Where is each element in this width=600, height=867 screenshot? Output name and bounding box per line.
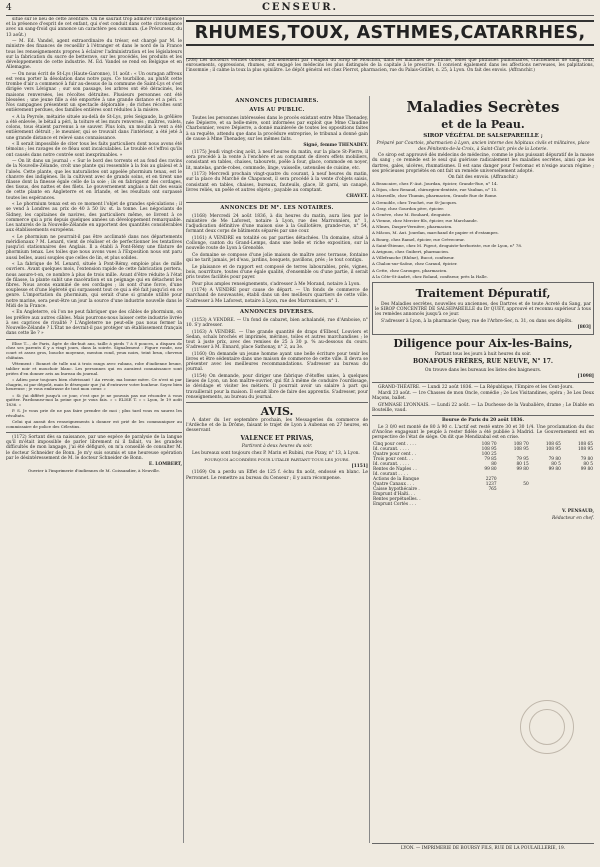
traitement-address: S'adresser à Lyon, à la pharmacie Quey, rue de l'Arbre-Sec, n. 31, ou dans ses dépôts. bbox=[381, 318, 573, 324]
bourse-label: Quatre pour cent . . bbox=[373, 451, 416, 457]
depot-item: A Grenoble, chez Truchet, rue St-Jacques. bbox=[372, 199, 458, 205]
bourse-label: Rentes de Naples . . bbox=[373, 466, 417, 472]
depot-item: A Bourg, chez Ramel, épicier, rue Crèvecœur. bbox=[372, 236, 465, 242]
bourse-label: Rentes perpétuelles. . bbox=[373, 496, 421, 502]
bourse-row bbox=[372, 502, 594, 507]
bourse-label: Quatre Canaux . . . bbox=[373, 481, 415, 487]
notaires-plaisance: Le plaisance et de rapport est composé de terres labourables, prés, vignes, bois, nourriture, toutes d'une égale qualité, d'ensemble ou d'une partie, il serait pris toutes facilités pour payer. bbox=[186, 264, 368, 281]
news-paragraph: situé sur le lieu de cette aventure. On ne saurait trop admirer l'intelligence et la présence d'esprit de cet enfant, qui s'est conduit dans cette circonstance avec un sang-froid qui annonce un caractère peu commun. (Le Précurseur, du 13 août.) bbox=[6, 17, 182, 38]
news-paragraph: — M. Ed. Vandel, agent extraordinaire du trésor, est chargé par M. le ministre des finances de recueillir à l'étranger et dans le nord de la France tous les renseignements propres à éclairer l'administration et les législateurs sur la fabrication du sucre de betterave, sur les procédés, les produits et les développements de cette industrie. M. Ed. Vandel se rend en Belgique et en Allemagne. bbox=[6, 39, 182, 71]
rhumes-banner bbox=[186, 18, 594, 59]
notice-signature-line: Ouvrier à l'imprimerie d'indiennes de M. Coissandier, à Neuville. bbox=[28, 468, 160, 473]
diverses-1154: (1154) On demande, pour diriger une fabrique d'étoffes unies, à quelques lieues de Lyon, un bon maître-ouvrier, qui fût à même de conduire l'ourdissage, le dévidage et visiter les métiers. Il pourrait avoir un salaire à part qui travaillerait pour la maison. Il serait libre de faire des apprentis. S'adresser, pour renseignements, au bureau du journal. bbox=[186, 374, 368, 400]
diverses-1153: (1153) A VENDRE. — Un fond de cabaret, bien achalandé, rue d'Amboise, n° 10. S'y adresser. bbox=[186, 317, 368, 329]
depot-item: A Villefranche (Rhône), Bucot, confiseur. bbox=[372, 255, 455, 261]
signature-chavet: CHAVET. bbox=[346, 194, 368, 200]
letter-paragraph: « Si j'ai différé jusqu'à ce jour, c'est que je ne pouvais pas me résoudre à vous quitter. Pardonnez-moi la peine que je vous fais. » « ELISE T. » « Lyon, le 19 août 1836. » bbox=[6, 392, 182, 408]
letter-paragraph: Celui qui aurait des renseignements à donner est prié de les communiquer au commissaire de police des Célestins. bbox=[6, 419, 182, 430]
vente-1175: (1175) Jeudi vingt-cinq août, à neuf heures du matin, sur la place St-Pierre, il sera procédé à la vente à l'enchère et au comptant de divers effets mobiliers, consistant en tables, chaises, tabourets, poêle à four, glace, commode en noyer, lit, matelas, garde-robes, commode, linge, vaisselle, ustensiles de cuisine, etc. bbox=[186, 150, 368, 171]
bourse-value: 80 5 bbox=[583, 461, 593, 467]
depot-item: A Mâcon, M. Aut. Jourdan, marchand de papier et d'estampes. bbox=[372, 230, 499, 236]
notaires-1174: (1174) A VENDRE pour cause de départ. — Un fonds de commerce de marchand de nouveautés, établi dans un des meilleurs quartiers de cette ville. S'adresser à Me Laforest, notaire à Lyon, rue des Marronniers, n° 1. bbox=[186, 288, 368, 304]
letter-block bbox=[6, 342, 182, 431]
news-paragraph: « A la Peyrole, métairie située au-delà de St-Lys, près Seigaude, la grêlière a été enlevée, le bétail a péri, la toiture et les murs renversés ; maîtres, valets, colons, tous étaient parvenus à se sauver. Plus loin, un moulin à vent a été entièrement détruit ; le meunier, qui se trouvait dans l'intérieur, a été jeté à une grande distance et relevé sans connaissance. bbox=[6, 114, 182, 141]
bourse-label: Trois pour cent. . . bbox=[373, 456, 414, 462]
diligence-title: Diligence pour Aix-les-Bains, bbox=[393, 336, 573, 350]
avis-title: AVIS. bbox=[260, 405, 294, 419]
lost-effect: (1169) On a perdu un Effet de 125 f. échu fin août, endossé en blanc. Le Perronnet. Le remettre au bureau du Censeur ; il y aura récompense. bbox=[186, 470, 368, 481]
avis-bureaux: Les bureaux sont toujours chez P. Marin et Rubini, rue Pizay, n° 13, à Lyon. bbox=[192, 451, 360, 457]
avis-text: A dater du 1er septembre prochain, les Messageries du commerce de l'Ardèche et de la Drôme, faisant le trajet de Lyon à Aubenas en 27 heures, en desservant bbox=[186, 418, 368, 434]
maladies-title: Maladies Secrètes bbox=[406, 98, 560, 116]
spectacle-item: GYMNASE LYONNAIS. — Lundi 22 août. — La Duchesse de la Vaubalière, drame ; Le Diable en Bouteille, vaud. bbox=[372, 402, 594, 414]
column-1 bbox=[6, 17, 182, 842]
library-stamp bbox=[520, 700, 574, 754]
spectacles bbox=[372, 385, 594, 414]
news-paragraph: — On lit dans un journal : « Sur le bord des torrents et au fond des ravins de la Nouvelle-Zélande, croît une plante qui ressemble à la fois au glaïeul et à l'aloès. Cette plante, que les naturalistes ont appelée phormium tenax, est le chanvre des indigènes. Ils la cultivent avec de grands soins, et en tirent une filasse dont la finesse égale celle de la soie ; ils en fabriquent des cordages, des tissus, des nattes et des filets. Le gouvernement anglais a fait des essais de cette plante en Angleterre et en Irlande, et les résultats ont surpassé toutes les espérances. bbox=[6, 159, 182, 201]
sirop-name: SIROP VÉGÉTAL DE SALSEPAREILLE ; bbox=[423, 133, 543, 139]
sirop-preparer: Préparé par Courtois, pharmacien à Lyon, ancien interne des hôpitaux civils et militaires, place des Pénitents-de-la-Croix, à Saint-Clair, près de la Loterie. bbox=[376, 141, 590, 152]
top-rule bbox=[6, 15, 594, 16]
bourse-value bbox=[466, 502, 498, 507]
traitement-text: Des Maladies secrètes, nouvelles ou anciennes, des Dartres et de toute Acreté du Sang, par le SIROP CONCENTRÉ DE SALSEPAREILLE du Dr QUEY, approuvé et reconnu supérieur à tous les remèdes annoncés jusqu'à ce jour. bbox=[375, 301, 591, 317]
depot-item: A Dijon, chez Renaud, chirurgien-dentiste, rue Vauban, n° 15. bbox=[372, 187, 498, 193]
page-number: 4 bbox=[6, 3, 12, 13]
letter-paragraph: « Adieu pour toujours bien chérissant ! Au revoir, ma bonne mère. Ce n'est ni par chagrin, ni par dégoût, mais le désespoir que j'ai d'entraver votre bonheur. Soyez bien heureuse ; je vous embrasse de tout mon cœur. » bbox=[6, 376, 182, 392]
depot-item: A Avignon, chez Guibert, pharmacien. bbox=[372, 249, 450, 255]
notaires-1168: (1168) Mercredi 24 août 1836, à dix heures du matin, aura lieu par le ministère de Me Laforest, notaire à Lyon, rue des Marronniers, n° 1, l'adjudication définitive d'une maison sise à la Guillotière, grande-rue, n° 54, formant deux corps de bâtiments séparés par une cour. bbox=[186, 213, 368, 235]
news-paragraph: — On nous écrit de St-Lys (Haute-Garonne), 11 août : « Un ouragan affreux est venu porter la désolation dans notre pays. Ce tourbillon, au plutôt cette trombe d'air a commencé à fuir au-dessus de la commune de Saint-Lys et s'est dirigée vers Lévignac ; sur son passage, les arbres ont été déracinés, les maisons renversées, les récoltes détruites. Plusieurs personnes ont été blessées ; une jeune fille a été emportée à une grande distance et a péri. » Nos campagnes présentent un spectacle déplorable ; de riches récoltes sont entièrement perdues, des familles entières sont réduites à la misère. bbox=[6, 71, 182, 114]
letter-paragraph: Vêtement : Bonnet de tulle uni à trois rangs avec rubans, robe d'indienne brune, tablier noir et mouchoir blanc. Les personnes qui en auraient connaissance sont priées d'en donner avis au bureau du journal. bbox=[6, 361, 182, 376]
depot-item: A Marseille, chez Thumin, pharmacien, Grande Rue de Rome. bbox=[372, 193, 498, 199]
banner-advert bbox=[186, 58, 594, 94]
bourse-label: Emprunt d'Haïti. . . bbox=[373, 491, 416, 497]
bourse-table bbox=[372, 442, 594, 507]
notaires-1161: (1161) A VENDRE en totalité ou par parties détachées. Un domaine, situé à Collonge, canton du Grand-Lemps, dans une belle et riche exposition, sur la nouvelle route de Lyon à Grenoble. bbox=[186, 235, 368, 252]
bourse-label: Actions de la Banque bbox=[373, 476, 420, 482]
notaires-renseignements: Pour plus amples renseignements, s'adresser à Me Morand, notaire à Lyon. bbox=[192, 281, 361, 287]
news-paragraph: « Le phormium tenax est en ce moment l'objet de grandes spéculations ; il se vend à Londres au prix de 40 à 50 liv. st. la tonne. Les négociants de Sidney, les capitaines de navires, des particuliers même, se livrent à ce commerce qui a pris depuis quelques années un développement remarquable. Les naturels de la Nouvelle-Zélande en apportent des quantités considérables aux établissements européens. bbox=[6, 202, 182, 234]
depot-item: A Chalon-sur-Saône, chez Caraud, épicier. bbox=[372, 261, 458, 267]
depots-title: On fait des envois. (Affranchir.) bbox=[448, 175, 518, 181]
avis-cities: VALENCE ET PRIVAS, bbox=[240, 435, 314, 443]
traitement-number: [803] bbox=[577, 325, 591, 331]
bourse-value: 50 bbox=[523, 481, 529, 487]
letter-paragraph: Elise T..., de Paris, âgée de dix-huit ans, taille à pieds 7 à 8 pouces, a disparu de chez ses parents il y a vingt jours, dans la soirée. Signalement : Figure ronde, nez court et assez gros, bouche moyenne, menton rond, yeux noirs, teint brun, cheveux châtains. bbox=[6, 340, 182, 360]
avis-public-title: AVIS AU PUBLIC. bbox=[249, 107, 305, 113]
bourse-label: Id. courant. . . . . bbox=[373, 461, 410, 467]
bourse-value: 99 80 bbox=[580, 466, 593, 472]
letter-paragraph: P. S. Je vous prie de ne pas faire prendre de moi ; plus tard vous en saurez les résultats. bbox=[6, 408, 182, 419]
depot-item: A Genève, chez M. Bouhard, droguiste. bbox=[372, 211, 452, 217]
bourse-label: Id. courant. . . . . bbox=[373, 446, 410, 452]
depots-list bbox=[372, 182, 594, 280]
masthead: CENSEUR. bbox=[261, 2, 339, 13]
depot-item: A Vienne, chez Mercier fils, épicier, rue Marchande. bbox=[372, 218, 478, 224]
bourse-value: 108 95 bbox=[513, 446, 529, 452]
bourse-value: 765 bbox=[488, 486, 497, 492]
bourse-value: 80 5 bbox=[551, 461, 561, 467]
bourse-value bbox=[498, 502, 530, 507]
depot-item: A la Côte-St-André, chez Roland, confiseur, près la Halle. bbox=[372, 273, 488, 279]
depot-item: A Saint-Étienne, chez M. Pigeot, droguiste-herboriste, rue de Lyon, n° 78. bbox=[372, 242, 523, 248]
editor-role: Rédacteur en chef. bbox=[551, 515, 594, 521]
depot-item: A Nîmes, Daspre-Vernière, pharmacien. bbox=[372, 224, 453, 230]
bourse-value: 108 65 bbox=[545, 441, 561, 447]
section-judiciaires: ANNONCES JUDICIAIRES. bbox=[235, 98, 319, 104]
bourse-value: 79 80 bbox=[580, 456, 593, 462]
notaires-domaine: Ce domaine se compose d'une jolie maison de maître avec terrasse, fontaine qui ne tarit jamais, jet d'eau, jardins, bosquets, pavillons, prés ; le tout contigu. bbox=[186, 252, 368, 264]
judiciaire-paragraph: Toutes les personnes intéressées dans le procès existant entre Mme Thenadey, née Dépierre, et sa belle-mère, sont informées par exploit que Mme Claudine Charbonnier, veuve Dépierre, a donné mainlevée de toutes les oppositions faites à sa requête, attendu que dans la procédure entreprise, le tribunal a donné gain de cause à Mme Thenadey, sur les mêmes faits. bbox=[186, 116, 368, 142]
bourse-value: 99 80 bbox=[548, 466, 561, 472]
bourse-value: 108 65 bbox=[577, 441, 593, 447]
bourse-value: 99 80 bbox=[484, 466, 497, 472]
spectacle-item: GRAND-THÉATRE. — Lundi 22 août 1836. — La République, l'Empire et les Cent-Jours. bbox=[378, 384, 574, 390]
bourse-value: 108 70 bbox=[513, 441, 529, 447]
depot-item: A Gray, chez Gourdon père, épicier. bbox=[372, 205, 444, 211]
bourse-value: 79 80 bbox=[548, 456, 561, 462]
bourse-value: 108 95 bbox=[481, 446, 497, 452]
depot-item: A Cette, chez Carouges, pharmacien. bbox=[372, 267, 448, 273]
sirop-text: Ce sirop est approuvé dès médecins de médecine, comme le plus puissant dépuratif de la masse du sang ; ce remède est le seul qui guérisse radicalement les maladies secrètes, ainsi que les dartres, gales, ulcères, rhumatismes. Il est sans danger pour l'estomac et n'exige aucun régime ; ses précieuses propriétés en ont fait un remède universellement adopté. bbox=[372, 153, 594, 174]
diverses-1163: (1163) A VENDRE. — Une grande quantité de draps d'Elbeuf, Louviers et Sedan, schals brochés et imprimés, mérinos, toiles et autres marchandises ; le tout à juste prix, avec des remises de 25 à 30 p. % au-dessous du cours. S'adresser à M. Ennard, place Sathonay, n° 2, au 3e. bbox=[186, 329, 368, 351]
vente-1173: (1173) Mercredi prochain vingt-quatre du courant, à neuf heures du matin, sur la place du Marché de Chaponost, il sera procédé à la vente d'objets saisis, consistant en tables, chaises, bureaux, fauteuils, glace, lit garni, un canapé, livres reliés, un poêle et autres objets ; payable au comptant. bbox=[186, 172, 368, 193]
notice-text: (1172) Sortant dès sa naissance, par une espèce de paralysie de la langue qu'il m'était impossible de parler librement ni il fallait, vu les grandes difficultés de mon langage, j'ai été défiguré, on m'a conseillé de consulter M. le docteur Schneider de Bonn. Je m'y suis soumis et une heureuse opération par le désintéressement de M. le docteur Schneider de Bonn. bbox=[6, 435, 182, 461]
bourse-value: 99 80 bbox=[516, 466, 529, 472]
maladies-subtitle: et de la Peau. bbox=[441, 118, 525, 131]
column-2 bbox=[186, 96, 368, 842]
bourse-title: Bourse de Paris du 20 août 1836. bbox=[441, 418, 525, 424]
traitement-title: Traitement Dépuratif, bbox=[415, 286, 551, 300]
bourse-value: 2270 bbox=[485, 476, 497, 482]
diverses-1160: (1160) On demande un jeune homme ayant une belle écriture pour tenir les livres et être sédentaire dans une maison de commerce de cette ville. Il devra se présenter avec les meilleures recommandations. S'adresser au bureau du journal. bbox=[186, 351, 368, 373]
bourse-value: 79 85 bbox=[484, 456, 497, 462]
banner-title: RHUMES,TOUX, ASTHMES,CATARRHES, bbox=[186, 20, 594, 46]
avis-tagline: Partiront à deux heures du soir. bbox=[241, 444, 313, 450]
spectacle-item: Mardi 23 août. — 1re Chasses de mon Oncle, comédie ; 2e Les Visitandines, opéra ; 3e Les Deux Maçons, ballet. bbox=[372, 391, 594, 402]
avis-number: [1151] bbox=[351, 463, 368, 469]
news-paragraph: « En Angleterre, où l'on ne peut fabriquer que des câbles de phormium, on les préfère aux autres câbles. Mais pourrons-nous laisser cette industrie livrée à ses caprices de rivalité ? L'Angleterre ne peut-elle pas nous fermer la Nouvelle-Zélande ? L'État ne devrait-il pas protéger un établissement français dans cette île ? » bbox=[6, 310, 182, 337]
bourse-label: Id. courant . . . . bbox=[373, 471, 408, 477]
avis-guard: POURQUOI ACCORDÉES POUR L'ITALIE PARTANT TOUS LES JOURS. bbox=[204, 456, 350, 462]
diligence-address: BONAFOUS FRÈRES, RUE NEUVE, N° 17. bbox=[413, 358, 553, 366]
bourse-value bbox=[562, 502, 594, 507]
bourse-value: 108 95 bbox=[577, 446, 593, 452]
signature-thenadey: Signé, femme THENADEY. bbox=[303, 143, 368, 149]
bourse-value: 108 70 bbox=[481, 441, 497, 447]
bourse-value: 80 bbox=[491, 461, 497, 467]
bourse-value: 108 95 bbox=[545, 446, 561, 452]
news-paragraph: « Le phormium ne pourrait-il pas être acclimaté dans nos départements méridionaux ? M. Lenard, vient de réaliser et de perfectionner les tentatives jusqu'ici stationnaires des Anglais. Il a établi à Pont-Rémy une filature de phormium tenax. Les toiles que nous avons vues à l'Exposition nous ont paru aussi belles, aussi souples que celles de lin, et plus solides. bbox=[6, 234, 182, 261]
bourse-text: Le 3 0/0 est monté de 80 à 90 c. L'actif est resté entre 30 et 30 1/4. Une proclamation du duc d'Ancône engageant le peuple à rester fidèle a été publiée à Madrid. Le Gouvernement est en perspective de l'état de siège. On dit que Mendizabal est en crise. bbox=[372, 424, 594, 441]
news-paragraphs bbox=[6, 17, 182, 337]
bourse-value bbox=[530, 502, 562, 507]
bourse-label: Emprunt Cortès . . . bbox=[373, 501, 417, 507]
section-diverses: ANNONCES DIVERSES. bbox=[239, 308, 315, 315]
bourse-value: 100 25 bbox=[481, 451, 497, 457]
diligence-note: On trouve dans les bureaux les listes des baigneurs. bbox=[424, 367, 542, 373]
diligence-sub: Partant tous les jours à huit heures du soir. bbox=[434, 351, 532, 357]
news-paragraph: « Il serait impossible de citer tous les faits particuliers dont nous avons été témoins ; les ravages de ce fléau sont incalculables. Le trouble et l'effroi qu'ils ont causés dans notre contrée sont inexprimables. » bbox=[6, 142, 182, 158]
section-notaires: ANNONCES DE Mᴱ. LES NOTAIRES. bbox=[220, 204, 334, 211]
news-paragraph: « La fabrique de M. Lenard, située à Pont-Rémy, emploie plus de mille ouvriers. Avant quelques mois, l'extension rapide de cette fabrication portera, nous assure-t-on, ce nombre à plus de trois mille. Avant d'être réduite à l'état de filasse, la plante subit une macération et un peignage qui en détachent les fibres. Nous avons examiné de ses cordages ; ils sont d'une force, d'une souplesse et d'une légèreté qui surpassent tout ce qui a été fait jusqu'ici en ce genre. L'importation du phormium, qui serait d'une si grande utilité pour notre marine, sera peut-être un jour la source d'une industrie nouvelle dans le Midi de la France. bbox=[6, 262, 182, 309]
depot-item: A Beaucaire, chez F.-Aut. Jourdan, épicier, Grande-Rue, n° 14. bbox=[372, 180, 498, 186]
bourse-value: 79 95 bbox=[516, 456, 529, 462]
notice-signature: E. LOMBERT, bbox=[148, 462, 182, 468]
traitement-box bbox=[372, 282, 594, 335]
banner-advert-text: (208) Les docteurs vérifiés obtenus journellement par l'emploi du Sirop de Mouchon, dans les maladies de poitrine, telles que phthisies pulmonaires, crachements de sang, toux, enrouements, oppressions, rhumes, ont engagé les médecins les plus distingués de la capitale à le prescrire. Il convient également dans les affections nerveuses, les palpitations, l'insomnie ; il calme la toux la plus opiniâtre. Le dépôt général est chez Pierrot, pharmacien, rue du Palais-Grillet, n. 25, à Lyon. On fait des envois. (Affranchir.) bbox=[186, 58, 594, 73]
bourse-label: Cinq pour cent . . . . bbox=[373, 441, 417, 447]
editor-name: V. PENSAUD, bbox=[562, 508, 594, 514]
diligence-number: [1098] bbox=[577, 374, 594, 380]
bourse-value: 80 15 bbox=[516, 461, 529, 467]
bourse-value: 1237 bbox=[485, 481, 497, 487]
bourse-label: Caisse hypothécaire . bbox=[373, 486, 420, 492]
printer-footer: LYON. — IMPRIMERIE DE BOURSY FILS, RUE DE LA POULAILLERIE, 19. bbox=[372, 843, 594, 851]
